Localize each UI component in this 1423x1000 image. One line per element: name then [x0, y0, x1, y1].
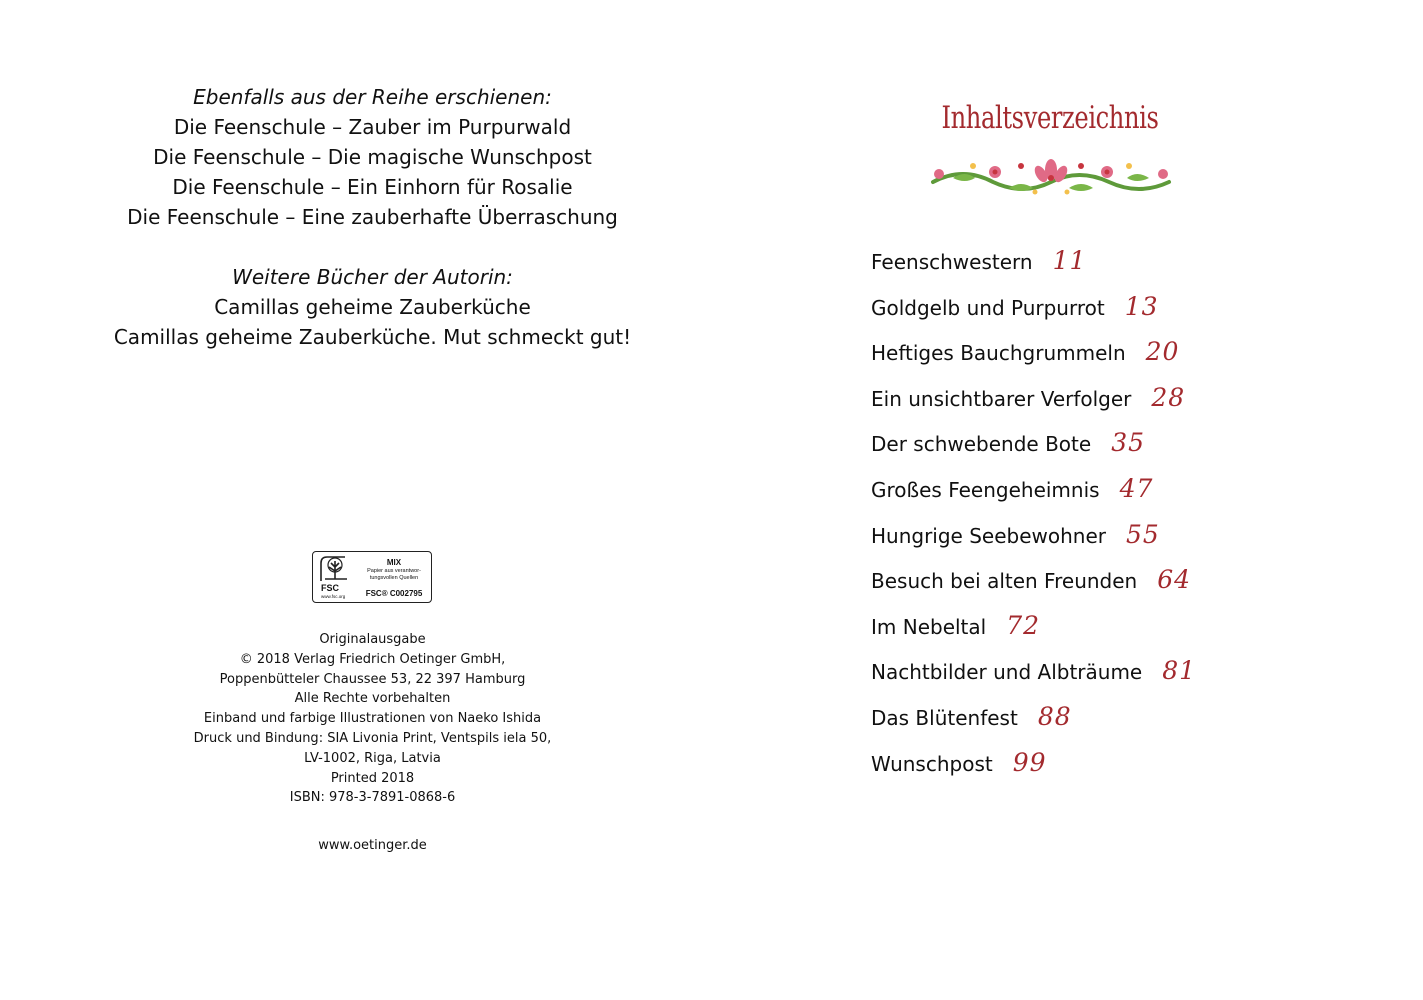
- imprint-line: Alle Rechte vorbehalten: [294, 691, 451, 707]
- toc-entry-page: 28: [1151, 382, 1186, 412]
- toc-entry-page: 35: [1111, 428, 1145, 458]
- toc-title: Inhaltsverzeichnis: [941, 100, 1159, 136]
- imprint-line: © 2018 Verlag Friedrich Oetinger GmbH,: [239, 651, 506, 667]
- series-title: Die Feenschule – Ein Einhorn für Rosalie: [172, 175, 573, 199]
- toc-entry-title: Heftiges Bauchgrummeln: [871, 341, 1126, 366]
- imprint-line: Printed 2018: [330, 770, 415, 786]
- toc-entry-page: 64: [1157, 565, 1192, 595]
- toc-entry-title: Nachtbilder und Albträume: [871, 660, 1143, 685]
- imprint-line: Originalausgabe: [319, 632, 426, 647]
- toc-entry-title: Im Nebeltal: [871, 614, 987, 639]
- toc-entry[interactable]: [871, 428, 1196, 474]
- toc-entry-title: Der schwebende Bote: [871, 432, 1092, 457]
- toc-entry-title: Feenschwestern: [871, 250, 1033, 274]
- fsc-paper-text: Papier aus verantwor-tungsvollen Quellen: [367, 568, 421, 581]
- fsc-mix: MIX: [386, 558, 402, 567]
- toc-entry[interactable]: [871, 292, 1196, 338]
- toc-entry[interactable]: [871, 565, 1196, 611]
- toc-entry-title: Besuch bei alten Freunden: [871, 569, 1138, 594]
- author-title: Camillas geheime Zauberküche: [214, 295, 531, 319]
- toc-entry-page: 47: [1119, 473, 1154, 503]
- fsc-tree-icon: [317, 555, 351, 583]
- author-heading: Weitere Bücher der Autorin:: [232, 265, 513, 289]
- imprint-line: LV-1002, Riga, Latvia: [304, 750, 441, 766]
- toc-entry-title: Goldgelb und Purpurrot: [871, 295, 1105, 320]
- toc-entry-page: 11: [1052, 246, 1087, 275]
- fsc-code: FSC® C002795: [365, 589, 423, 598]
- fsc-logo: [312, 551, 432, 603]
- fsc-url: www.fsc.org: [321, 594, 346, 599]
- toc-entry-title: Ein unsichtbarer Verfolger: [871, 386, 1132, 411]
- website-link[interactable]: www.oetinger.de: [318, 838, 427, 853]
- author-title: Camillas geheime Zauberküche. Mut schmeckt gut!: [113, 325, 632, 349]
- series-heading: Ebenfalls aus der Reihe erschienen:: [193, 85, 552, 109]
- toc-entry-page: 81: [1162, 656, 1197, 686]
- toc-entry-page: 72: [1006, 610, 1041, 640]
- series-title: Die Feenschule – Eine zauberhafte Überraschung: [127, 205, 618, 229]
- imprint: [0, 630, 745, 808]
- toc-entry[interactable]: [871, 383, 1196, 429]
- series-title: Die Feenschule – Die magische Wunschpost: [153, 145, 592, 169]
- spacer: [0, 232, 745, 262]
- toc-entry[interactable]: [871, 656, 1196, 702]
- toc-entry[interactable]: [871, 611, 1196, 657]
- imprint-line: Poppenbütteler Chaussee 53, 22 397 Hamburg: [219, 671, 526, 687]
- toc-entry-page: 99: [1012, 747, 1047, 777]
- toc-entry[interactable]: [871, 337, 1196, 383]
- toc-entry-page: 55: [1126, 519, 1160, 549]
- related-books: [0, 82, 745, 352]
- imprint-line: ISBN: 978-3-7891-0868-6: [289, 790, 456, 806]
- toc-entry-page: 88: [1037, 701, 1072, 731]
- toc-entry-title: Hungrige Seebewohner: [871, 523, 1106, 548]
- fsc-label: FSC: [321, 583, 339, 593]
- toc-entry[interactable]: [871, 748, 1196, 794]
- toc-entry-title: Wunschpost: [871, 751, 993, 776]
- toc-entry[interactable]: [871, 520, 1196, 566]
- table-of-contents: [871, 246, 1196, 793]
- toc-entry-title: Das Blütenfest: [871, 705, 1018, 730]
- toc-entry[interactable]: [871, 474, 1196, 520]
- series-title: Die Feenschule – Zauber im Purpurwald: [173, 115, 572, 139]
- floral-ornament-icon: [923, 152, 1179, 202]
- toc-entry[interactable]: [871, 246, 1196, 292]
- imprint-line: Einband und farbige Illustrationen von Naeko Ishida: [203, 711, 542, 727]
- toc-entry[interactable]: [871, 702, 1196, 748]
- toc-entry-page: 20: [1145, 337, 1180, 367]
- imprint-line: Druck und Bindung: SIA Livonia Print, Ventspils iela 50,: [193, 730, 552, 746]
- toc-entry-page: 13: [1124, 291, 1159, 321]
- toc-entry-title: Großes Feengeheimnis: [871, 477, 1100, 502]
- right-page: [745, 0, 1423, 1000]
